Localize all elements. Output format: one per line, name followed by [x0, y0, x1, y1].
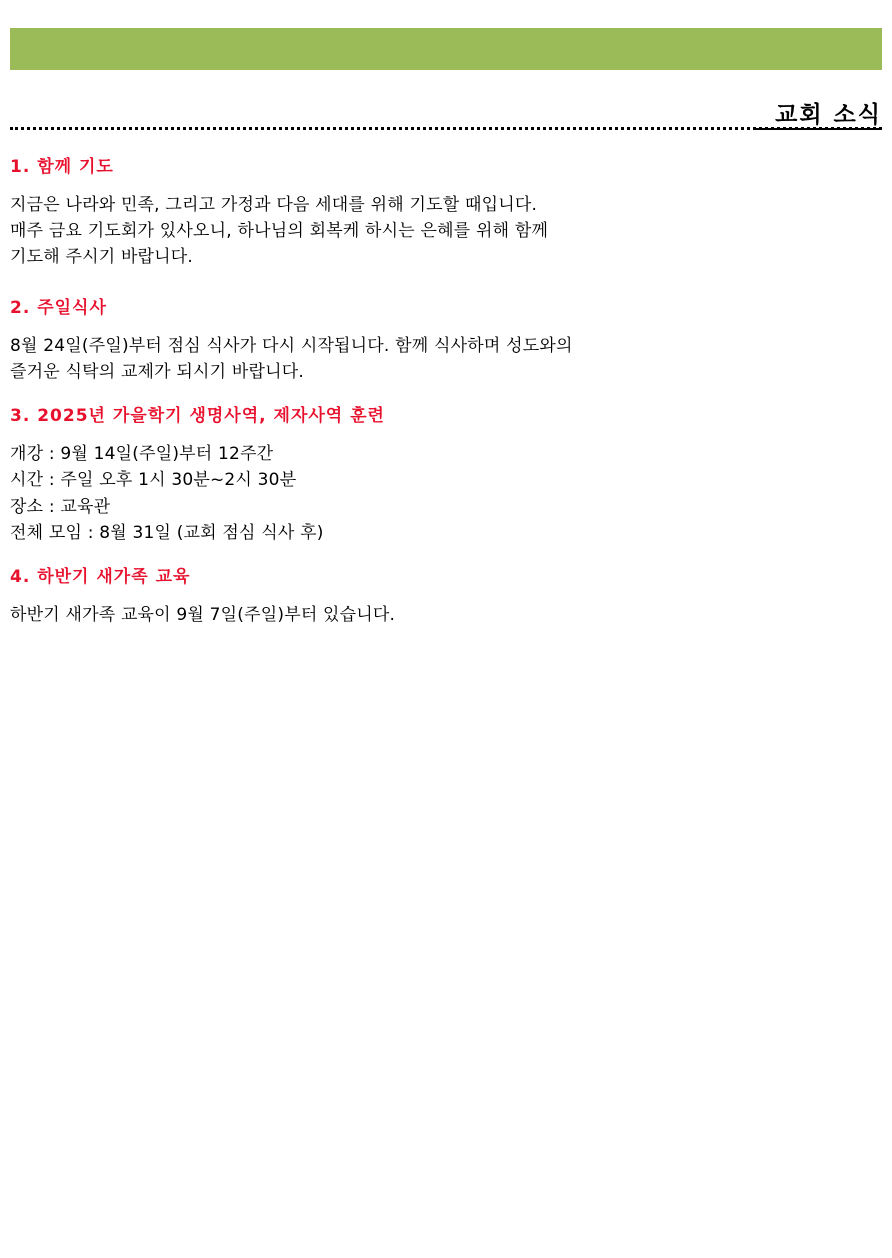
decorative-green-banner [10, 28, 882, 70]
section-2-body [10, 333, 882, 386]
section-1-line-3: 기도해 주시기 바랍니다. [10, 247, 194, 268]
section-1-heading: 1. 함께 기도 [10, 157, 114, 177]
section-4-line-1: 하반기 새가족 교육이 9월 7일(주일)부터 있습니다. [10, 605, 396, 626]
section-1-body [10, 192, 882, 271]
section-3-line-1: 개강 : 9월 14일(주일)부터 12주간 [10, 444, 274, 465]
title-underline [756, 128, 882, 130]
section-3 [10, 405, 882, 546]
dotted-divider [10, 127, 882, 130]
section-1-line-2: 매주 금요 기도회가 있사오니, 하나님의 회복케 하시는 은혜를 위해 함께 [10, 221, 549, 242]
section-1 [10, 156, 882, 271]
document-header [10, 96, 882, 130]
section-4-body [10, 602, 882, 628]
document-body [10, 96, 882, 629]
section-3-heading: 3. 2025년 가을학기 생명사역, 제자사역 훈련 [10, 406, 385, 427]
page-title: 교회 소식 [775, 102, 882, 128]
section-3-body [10, 441, 882, 546]
section-2-line-2: 즐거운 식탁의 교제가 되시기 바랍니다. [10, 361, 304, 382]
section-4 [10, 566, 882, 628]
section-3-line-4: 전체 모임 : 8월 31일 (교회 점심 식사 후) [10, 523, 324, 544]
section-2-heading: 2. 주일식사 [10, 297, 107, 318]
section-2-line-1: 8월 24일(주일)부터 점심 식사가 다시 시작됩니다. 함께 식사하며 성도와의 [10, 335, 573, 356]
section-4-heading: 4. 하반기 새가족 교육 [10, 567, 191, 588]
section-3-line-3: 장소 : 교육관 [10, 496, 111, 517]
section-3-line-2: 시간 : 주일 오후 1시 30분~2시 30분 [10, 470, 297, 491]
section-1-line-1: 지금은 나라와 민족, 그리고 가정과 다음 세대를 위해 기도할 때입니다. [10, 194, 538, 215]
section-2 [10, 297, 882, 385]
